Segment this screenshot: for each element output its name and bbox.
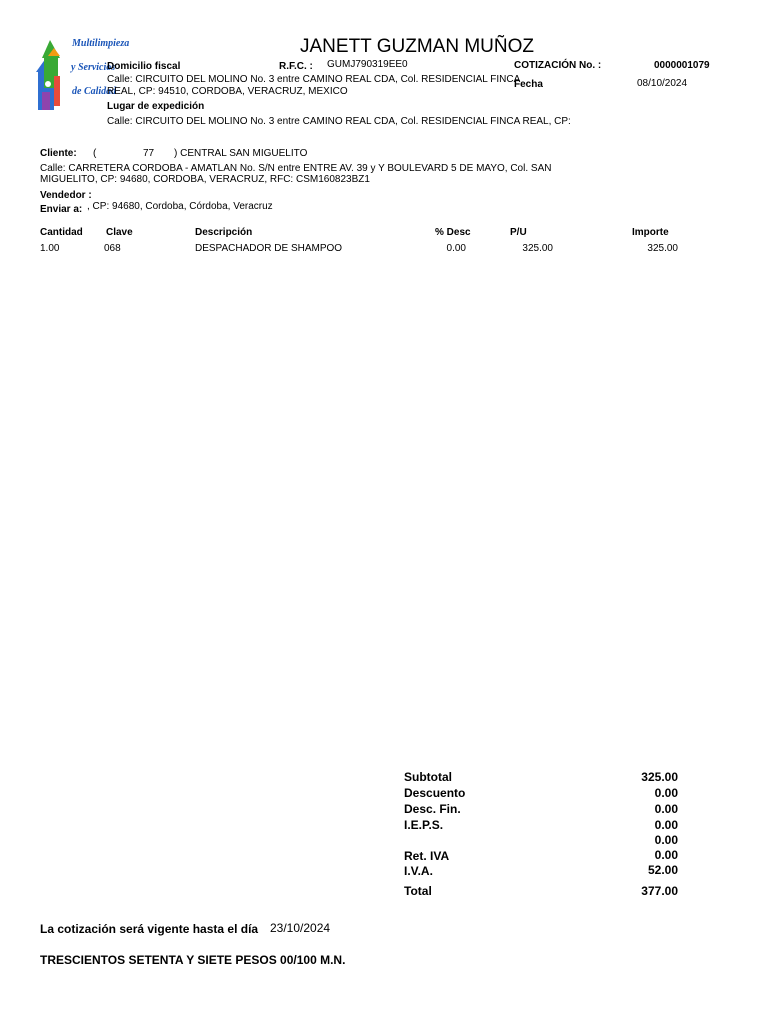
cliente-number: 77 <box>143 148 155 159</box>
row-descripcion: DESPACHADOR DE SHAMPOO <box>195 243 343 254</box>
expedicion-value: Calle: CIRCUITO DEL MOLINO No. 3 entre CAMINO REAL CDA, Col. RESIDENCIAL FINCA REAL, CP: <box>107 116 571 127</box>
vendedor-label: Vendedor : <box>40 190 92 201</box>
ieps-value: 0.00 <box>654 818 678 832</box>
descfin-label: Desc. Fin. <box>404 802 461 816</box>
enviar-label: Enviar a: <box>40 204 83 215</box>
vigencia-label: La cotización será vigente hasta el día <box>40 922 259 936</box>
row-importe: 325.00 <box>647 243 678 254</box>
row-cantidad: 1.00 <box>40 243 60 254</box>
descuento-value: 0.00 <box>654 786 678 800</box>
fecha-label: Fecha <box>514 79 543 90</box>
cliente-label: Cliente: <box>40 148 77 159</box>
extra-value: 0.00 <box>654 833 678 847</box>
domicilio-line2: REAL, CP: 94510, CORDOBA, VERACRUZ, MEXICO <box>107 86 348 97</box>
logo-text-line2: y Servicios <box>71 62 116 73</box>
ieps-label: I.E.P.S. <box>404 818 444 832</box>
enviar-value: , CP: 94680, Cordoba, Córdoba, Veracruz <box>87 201 273 212</box>
logo-text-line1: Multilimpieza <box>72 38 130 49</box>
row-pu: 325.00 <box>522 243 553 254</box>
logo-text-line3: de Calidad <box>72 86 117 97</box>
domicilio-label: Domicilio fiscal <box>107 61 181 72</box>
company-logo <box>34 36 130 112</box>
header-pu: P/U <box>510 227 527 238</box>
subtotal-value: 325.00 <box>641 770 678 784</box>
total-value: 377.00 <box>641 884 678 898</box>
rfc-label: R.F.C. : <box>279 61 313 72</box>
cliente-name: ) CENTRAL SAN MIGUELITO <box>174 148 308 159</box>
cliente-address-line2: MIGUELITO, CP: 94680, CORDOBA, VERACRUZ, RFC: CSM160823BZ1 <box>40 174 370 185</box>
vigencia-value: 23/10/2024 <box>270 921 331 935</box>
expedicion-label: Lugar de expedición <box>107 101 205 112</box>
header-desc: % Desc <box>435 227 471 238</box>
row-desc: 0.00 <box>446 243 466 254</box>
cliente-address-line1: Calle: CARRETERA CORDOBA - AMATLAN No. S/N entre ENTRE AV. 39 y Y BOULEVARD 5 DE MAYO, Col. SAN <box>40 163 552 174</box>
subtotal-label: Subtotal <box>404 770 452 784</box>
amount-in-words: TRESCIENTOS SETENTA Y SIETE PESOS 00/100 M.N. <box>40 953 346 967</box>
fecha-value: 08/10/2024 <box>637 78 688 89</box>
retiva-label: Ret. IVA <box>404 849 450 863</box>
header-cantidad: Cantidad <box>40 227 83 238</box>
company-name: JANETT GUZMAN MUÑOZ <box>300 36 534 57</box>
cotizacion-label: COTIZACIÓN No. : <box>514 60 602 71</box>
descfin-value: 0.00 <box>654 802 678 816</box>
header-descripcion: Descripción <box>195 227 253 238</box>
cliente-open-paren: ( <box>93 148 97 159</box>
row-clave: 068 <box>104 243 121 254</box>
header-importe: Importe <box>632 227 669 238</box>
iva-value: 52.00 <box>647 863 678 877</box>
rfc-value: GUMJ790319EE0 <box>327 59 408 70</box>
retiva-value: 0.00 <box>654 848 678 862</box>
cotizacion-value: 0000001079 <box>654 60 710 71</box>
descuento-label: Descuento <box>404 786 466 800</box>
header-clave: Clave <box>106 227 133 238</box>
total-label: Total <box>404 884 432 898</box>
iva-label: I.V.A. <box>404 864 433 878</box>
domicilio-line1: Calle: CIRCUITO DEL MOLINO No. 3 entre CAMINO REAL CDA, Col. RESIDENCIAL FINCA <box>107 74 521 85</box>
